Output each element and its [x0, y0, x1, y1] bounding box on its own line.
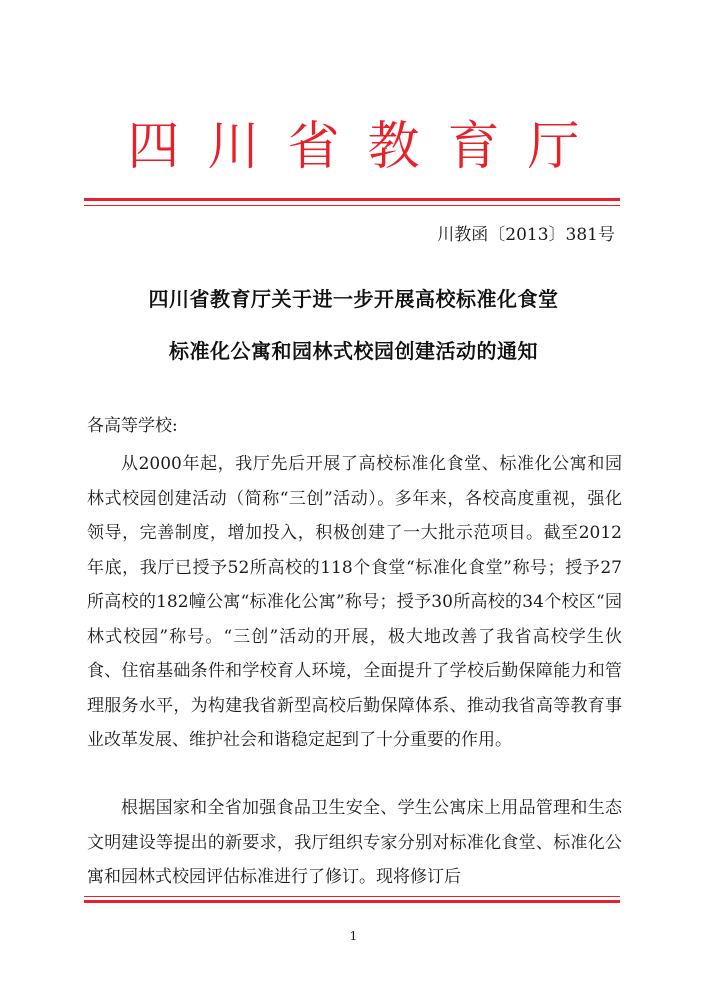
page-number: 1: [349, 929, 358, 943]
issuing-authority-header: 四川省教育厅: [127, 117, 608, 177]
document-title-line-1: 四川省教育厅关于进一步开展高校标准化食堂: [148, 287, 559, 311]
document-number: 川教函〔2013〕381号: [437, 225, 615, 245]
body-paragraph: 根据国家和全省加强食品卫生安全、学生公寓床上用品管理和生态文明建设等提出的新要求，我厅组织专家分别对标准化食堂、标准化公寓和园林式校园评估标准进行了修订。现将修订后: [87, 798, 622, 887]
header-divider-thick: [84, 198, 620, 201]
footer-divider-thick: [84, 900, 620, 903]
document-title-line-2: 标准化公寓和园林式校园创建活动的通知: [169, 339, 538, 363]
body-paragraph: 从2000年起，我厅先后开展了高校标准化食堂、标准化公寓和园林式校园创建活动（简称“三创”活动）。多年来，各校高度重视，强化领导，完善制度，增加投入，积极创建了一大批示范项目。截至2012年底，我厅已授予52所高校的118个食堂“标准化食堂”称号；授予27所高校的182幢公寓“标准化公寓”称号；授予30所高校的34个校区“园林式校园”称号。“三创”活动的开展，极大地改善了我省高校学生伙食、住宿基础条件和学校育人环境，全面提升了学校后勤保障能力和管理服务水平，为构建我省新型高校后勤保障体系、推动我省高等教育事业改革发展、维护社会和谐稳定起到了十分重要的作用。: [87, 454, 622, 750]
header-divider-thin: [84, 205, 620, 206]
footer-divider-thin: [84, 896, 620, 897]
salutation: 各高等学校:: [87, 416, 178, 436]
